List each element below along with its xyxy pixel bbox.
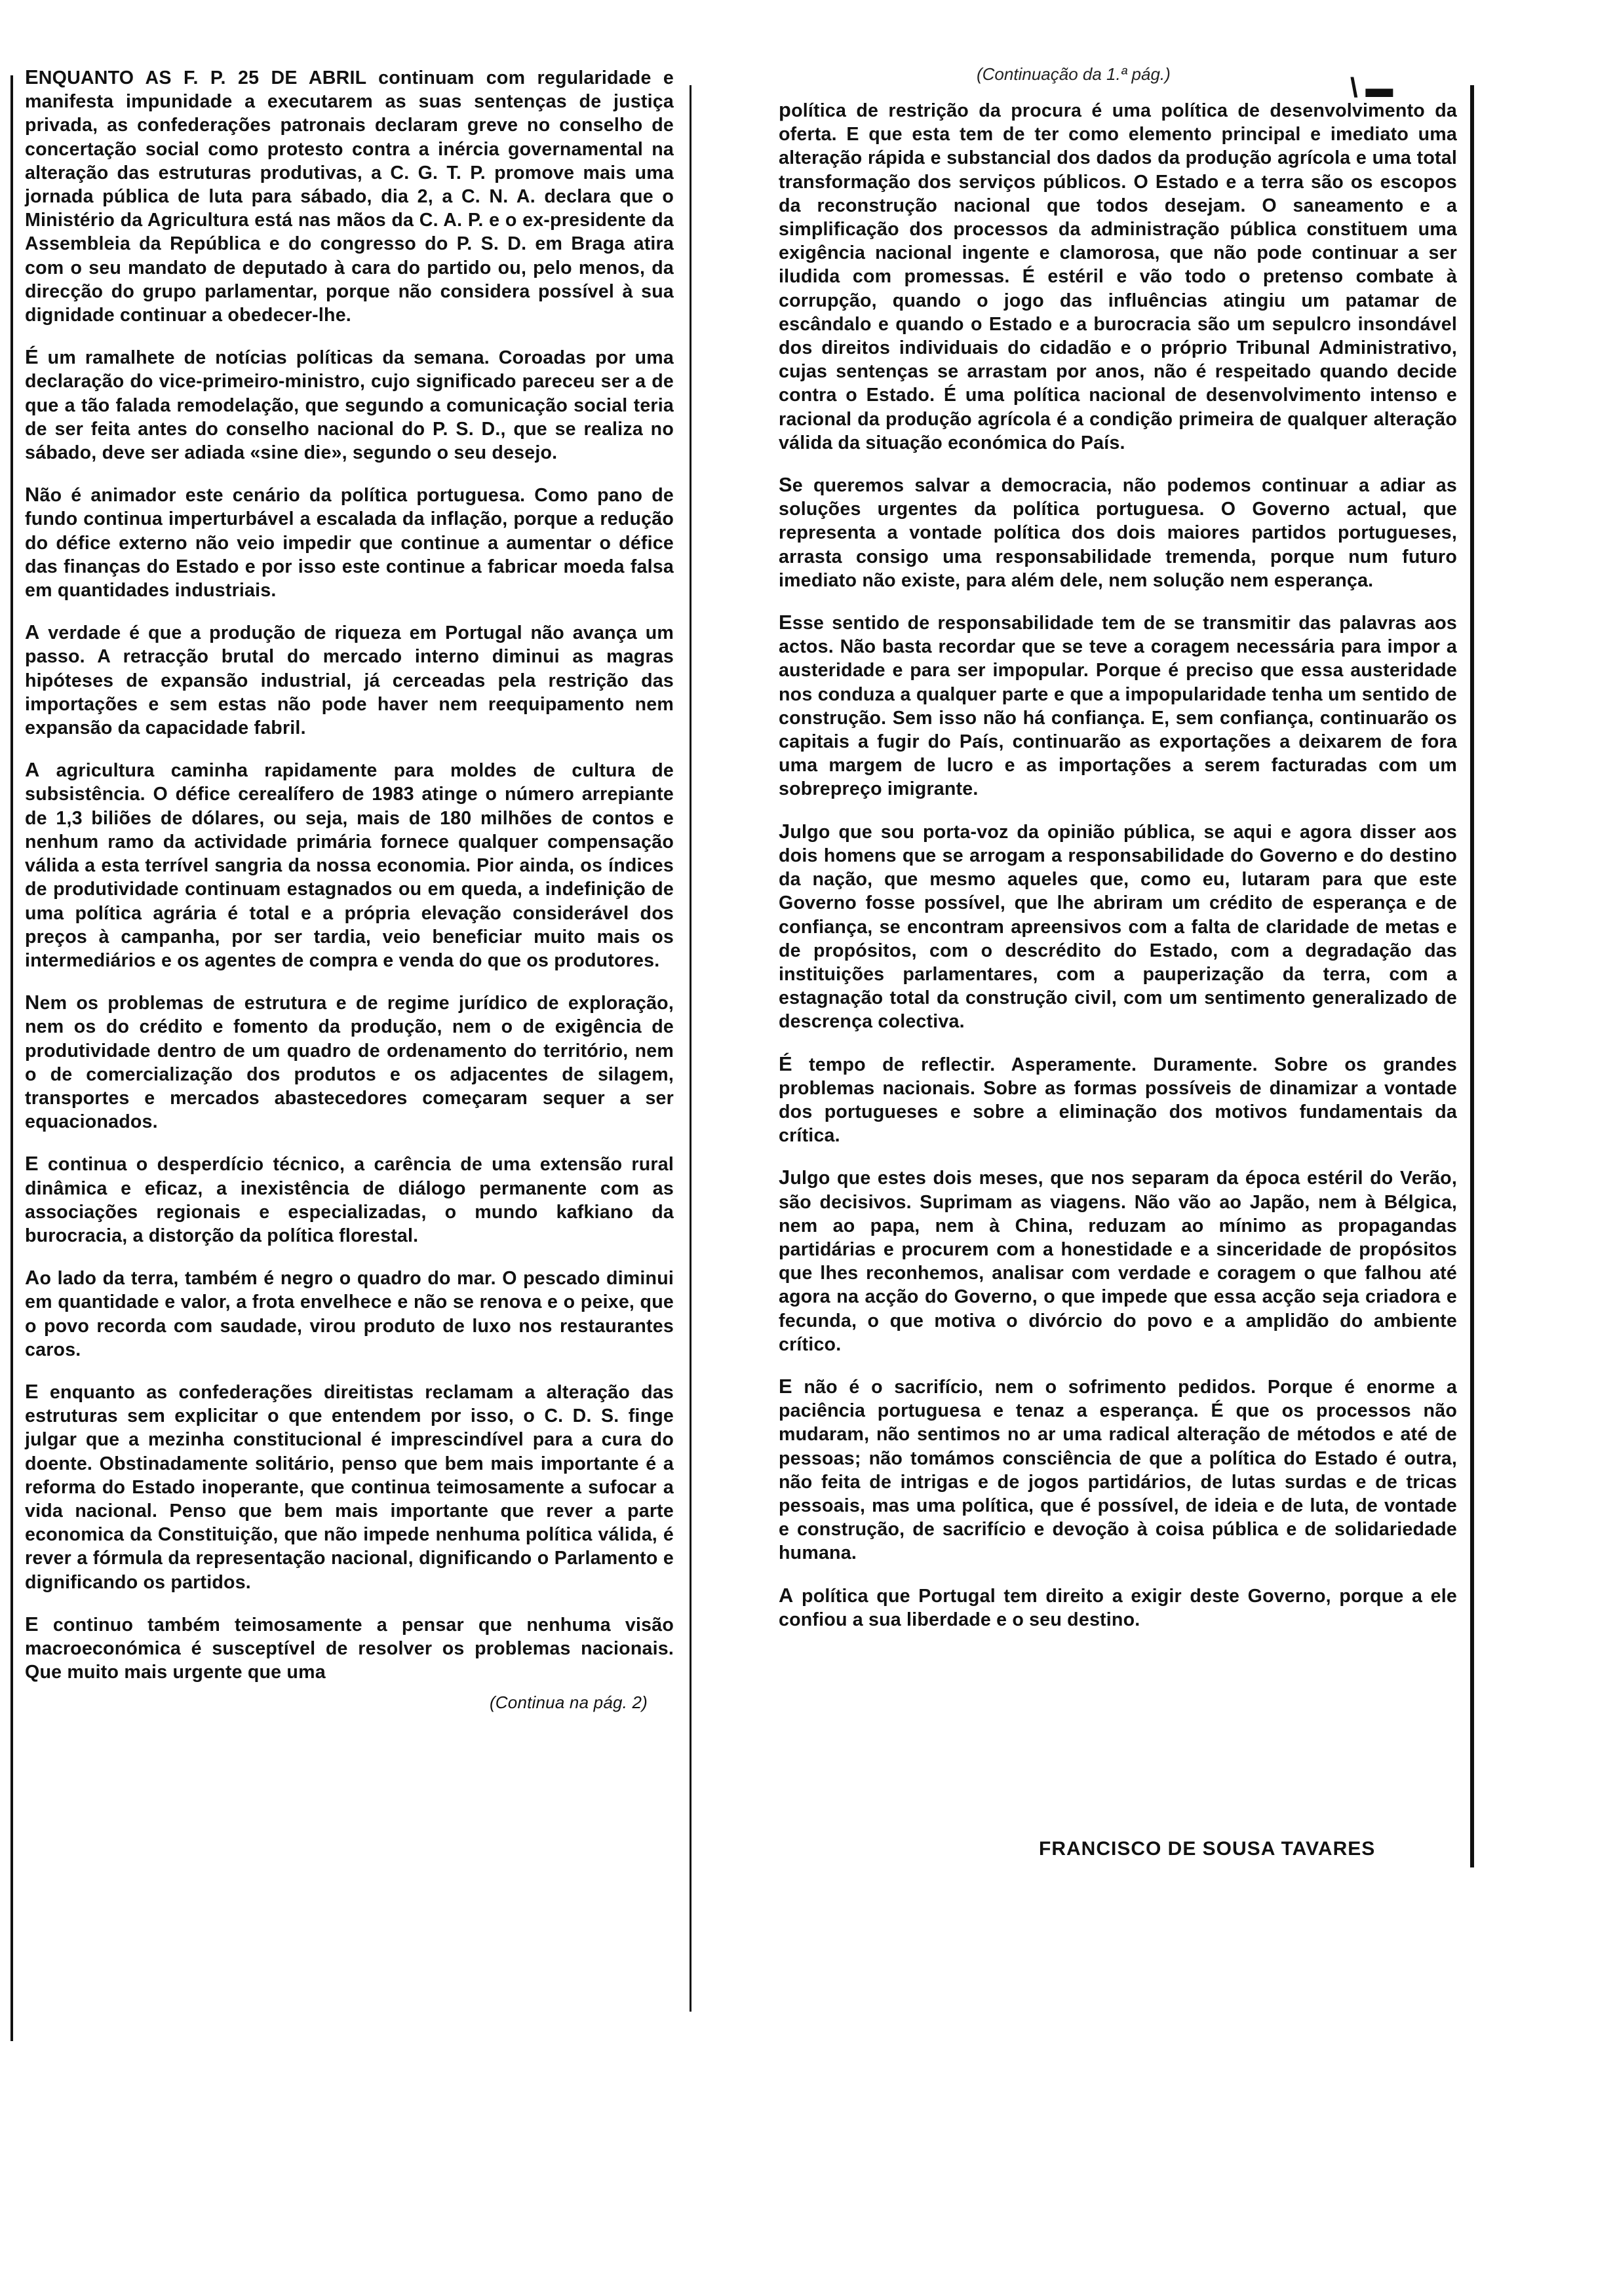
paragraph: Esse sentido de responsabilidade tem de se transmitir das palavras aos actos. Não basta recordar que se teve a coragem necessária para impor a austeridade e para ser impopular. Porque é preciso que essa austeridade nos conduza a qualquer parte e que a impopularidade tenha um sentido de construção. Sem isso não há confiança. E, sem confiança, continuarão os capitais a fugir do País, continuarão as exportações a deixarem de fora uma margem de lucro e as importações a serem facturadas com um sobrepreço imigrante. xyxy=(779,611,1457,800)
continued-on-note: (Continua na pág. 2) xyxy=(489,1693,648,1713)
paragraph: E continuo também teimosamente a pensar que nenhuma visão macroeconómica é susceptível de resolver os problemas nacionais. Que muito mais urgente que uma xyxy=(25,1612,674,1683)
paragraph: Julgo que sou porta-voz da opinião pública, se aqui e agora disser aos dois homens que se arrogam a responsabilidade do Governo e do destino da nação, que mesmo aqueles que, como eu, lutaram para que este Governo fosse possível, que lhe abriram um crédito de esperança e de confiança, se encontram apreensivos com a falta de claridade de metas e de propósitos, com o descrédito do Estado, com a degradação das instituições parlamentares, com a pauperização da terra, com a estagnação total da construção civil, com um sentimento generalizado de descrença colectiva. xyxy=(779,819,1457,1033)
paragraph: Nem os problemas de estrutura e de regime jurídico de exploração, nem os do crédito e fomento da produção, nem o de exigência de produtividade dentro de um quadro de ordenamento do território, nem o de comercialização dos produtos e os adjacentes de silagem, transportes e mercados abastecedores começaram sequer a ser equacionados. xyxy=(25,991,674,1133)
paragraph: Ao lado da terra, também é negro o quadro do mar. O pescado diminui em quantidade e valor, a frota envelhece e não se renova e o peixe, que o povo recorda com saudade, virou produto de luxo nos restaurantes caros. xyxy=(25,1266,674,1360)
paragraph: Julgo que estes dois meses, que nos separam da época estéril do Verão, são decisivos. Suprimam as viagens. Não vão ao Japão, nem à Bélgica, nem ao papa, nem à China, reduzam ao mínimo as propagandas partidárias e procurem com a honestidade e a sinceridade de propósitos que lhes reconhemos, analisar com verdade e coragem o que falhou até agora na acção do Governo, o que impede que essa acção seja criadora e fecunda, o que motiva o divórcio do povo e a amplidão do ambiente crítico. xyxy=(779,1166,1457,1355)
paragraph: política de restrição da procura é uma política de desenvolvimento da oferta. E que esta tem de ter como elemento principal e imediato uma alteração rápida e substancial dos dados da produção agrícola e uma total transformação dos serviços públicos. O Estado e a terra são os escopos da reconstrução nacional que todos desejam. O saneamento e a simplificação dos processos da administração pública constituem uma exigência nacional ingente e clamorosa, que não pode continuar a ser iludida com promessas. É estéril e vão todo o pretenso combate à corrupção, quando o jogo das influências atingiu um patamar de escândalo e quando o Estado e a burocracia são um sepulcro insondável dos direitos individuais do cidadão e o próprio Tribunal Administrativo, cujas sentenças se arrastam por anos, não é respeitado quando decide contra o Estado. É uma política nacional de desenvolvimento intenso e racional da produção agrícola é a condição primeira de qualquer alteração válida da situação económica do País. xyxy=(779,98,1457,453)
paragraph: A verdade é que a produção de riqueza em Portugal não avança um passo. A retracção brutal do mercado interno diminui as magras hipóteses de expansão industrial, já cerceadas pela restrição das importações e sem estas não pode haver nem reequipamento nem expansão da capacidade fabril. xyxy=(25,621,674,739)
paragraph: E não é o sacrifício, nem o sofrimento pedidos. Porque é enorme a paciência portuguesa e tenaz a esperança. É que os processos não mudaram, não sentimos no ar uma radical alteração de métodos e até de pessoas; não tomámos consciência de que a política do Estado é outra, não feita de intrigas e de jogos partidários, de lutas surdas e de tricas pessoais, mas uma política, que é possível, de ideia e de luta, de vontade e construção, de sacrifício e devoção à coisa pública e de solidariedade humana. xyxy=(779,1374,1457,1564)
left-margin-rule xyxy=(10,75,13,2041)
paragraph: E enquanto as confederações direitistas reclamam a alteração das estruturas sem explicitar o que entendem por isso, o C. D. S. finge julgar que a mezinha constitucional é imprescindível para a cura do doente. Obstinadamente solitário, penso que bem mais importante é a reforma do Estado inoperante, que continua teimosamente a sufocar a vida nacional. Penso que bem mais importante que rever a parte economica da Constituição, que não impede nenhuma política válida, é rever a fórmula da representação nacional, dignificando o Parlamento e dignificando os partidos. xyxy=(25,1379,674,1593)
paragraph: A política que Portugal tem direito a exigir deste Governo, porque a ele confiou a sua liberdade e o seu destino. xyxy=(779,1583,1457,1630)
page-corner-mark: \ ▬ xyxy=(1350,72,1393,103)
author-byline: FRANCISCO DE SOUSA TAVARES xyxy=(1039,1838,1376,1860)
paragraph: ENQUANTO AS F. P. 25 DE ABRIL continuam com regularidade e manifesta impunidade a executarem as suas sentenças de justiça privada, as confederações patronais declaram greve no conselho de concertação social como protesto contra a inércia governamental na alteração das estruturas produtivas, a C. G. T. P. promove mais uma jornada pública de luta para sábado, dia 2, a C. N. A. declara que o Ministério da Agricultura está nas mãos da C. A. P. e o ex-presidente da Assembleia da República e do congresso do P. S. D. em Braga atira com o seu mandato de deputado à cara do partido ou, pelo menos, da direcção do grupo parlamentar, porque não considera possível à sua dignidade continuar a obedecer-lhe. xyxy=(25,66,674,326)
paragraph: E continua o desperdício técnico, a carência de uma extensão rural dinâmica e eficaz, a inexistência de diálogo permanente com as associações regionais e especializadas, o mundo kafkiano da burocracia, a distorção da política florestal. xyxy=(25,1152,674,1246)
right-column xyxy=(779,98,1457,1650)
column-divider-rule xyxy=(690,85,691,2012)
right-margin-rule xyxy=(1470,85,1474,1867)
paragraph: É tempo de reflectir. Asperamente. Duramente. Sobre os grandes problemas nacionais. Sobre as formas possíveis de dinamizar a vontade dos portugueses e sobre a eliminação dos motivos fundamentais da crítica. xyxy=(779,1052,1457,1147)
paragraph: É um ramalhete de notícias políticas da semana. Coroadas por uma declaração do vice-primeiro-ministro, cujo significado pareceu ser a de que a tão falada remodelação, que segundo a comunicação social teria de ser feita antes do conselho nacional do P. S. D., que se realiza no sábado, deve ser adiada «sine die», segundo o seu desejo. xyxy=(25,345,674,464)
paragraph: Se queremos salvar a democracia, não podemos continuar a adiar as soluções urgentes da política portuguesa. O Governo actual, que representa a vontade política dos dois maiores partidos portugueses, arrasta consigo uma responsabilidade tremenda, porque num futuro imediato não existe, para além dele, nem solução nem esperança. xyxy=(779,473,1457,591)
paragraph: A agricultura caminha rapidamente para moldes de cultura de subsistência. O défice cerealífero de 1983 atinge o número arrepiante de 1,3 biliões de dólares, ou seja, mais de 180 milhões de contos e nenhum ramo da actividade primária fornece qualquer compensação válida a esta terrível sangria da nossa economia. Pior ainda, os índices de produtividade continuam estagnados ou em queda, a indefinição de uma política agrária é total e a própria elevação considerável dos preços à campanha, por ser tardia, veio beneficiar muito mais os intermediários e os agentes de compra e venda do que os produtores. xyxy=(25,758,674,971)
continued-from-note: (Continuação da 1.ª pág.) xyxy=(977,64,1171,84)
left-column xyxy=(25,66,674,1715)
paragraph: Não é animador este cenário da política portuguesa. Como pano de fundo continua imperturbável a escalada da inflação, porque a redução do défice externo não veio impedir que continue a aumentar o défice das finanças do Estado e por isso este continue a fabricar moeda falsa em quantidades industriais. xyxy=(25,483,674,602)
